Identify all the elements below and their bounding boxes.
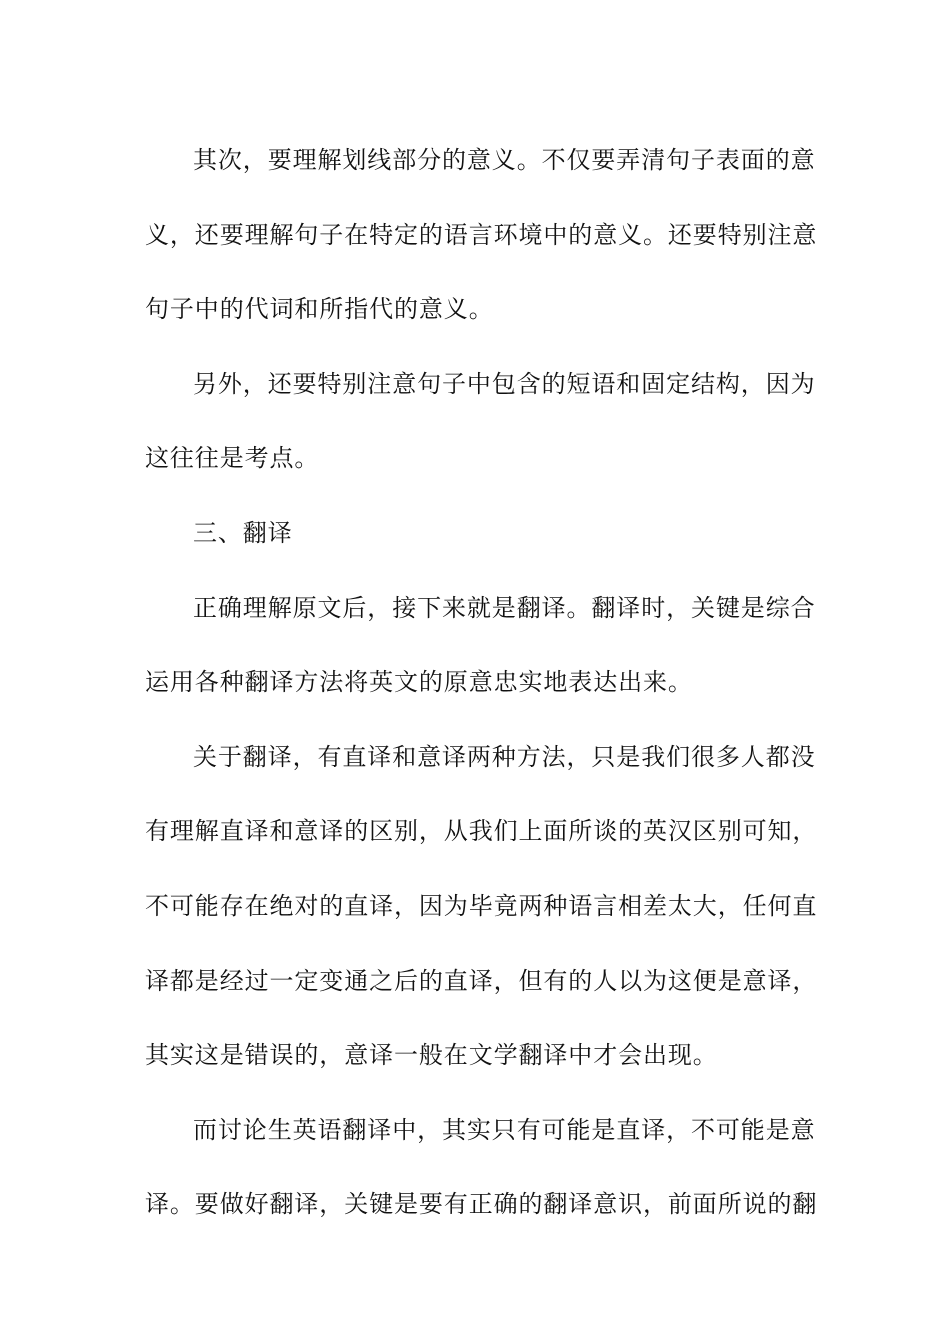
paragraph	[145, 123, 818, 347]
document-body	[145, 123, 818, 1242]
section-heading	[145, 496, 805, 571]
text-line: 关于翻译，有直译和意译两种方法，只是我们很多人都没	[193, 742, 816, 771]
text-line: 其实这是错误的，意译一般在文学翻译中才会出现。	[145, 1041, 718, 1070]
paragraph	[145, 347, 816, 496]
text-line: 这往往是考点。	[145, 444, 320, 473]
text-line: 运用各种翻译方法将英文的原意忠实地表达出来。	[145, 668, 693, 697]
paragraph	[145, 720, 818, 1093]
text-line: 正确理解原文后，接下来就是翻译。翻译时，关键是综合	[193, 593, 816, 622]
paragraph	[145, 1093, 818, 1242]
text-line: 另外，还要特别注意句子中包含的短语和固定结构，因为	[193, 369, 816, 398]
text-line: 其次，要理解划线部分的意义。不仅要弄清句子表面的意	[193, 146, 816, 174]
text-line: 义，还要理解句子在特定的语言环境中的意义。还要特别注意	[145, 220, 818, 249]
text-line: 有理解直译和意译的区别，从我们上面所谈的英汉区别可知，	[145, 817, 818, 846]
text-line: 句子中的代词和所指代的意义。	[145, 295, 494, 324]
text-line: 译都是经过一定变通之后的直译，但有的人以为这便是意译，	[145, 966, 818, 995]
paragraph	[145, 571, 816, 720]
heading-text: 三、翻译	[193, 518, 293, 547]
text-line: 不可能存在绝对的直译，因为毕竟两种语言相差太大，任何直	[145, 891, 818, 920]
text-line: 而讨论生英语翻译中，其实只有可能是直译，不可能是意	[193, 1115, 816, 1144]
text-line: 译。要做好翻译，关键是要有正确的翻译意识，前面所说的翻	[145, 1190, 818, 1219]
